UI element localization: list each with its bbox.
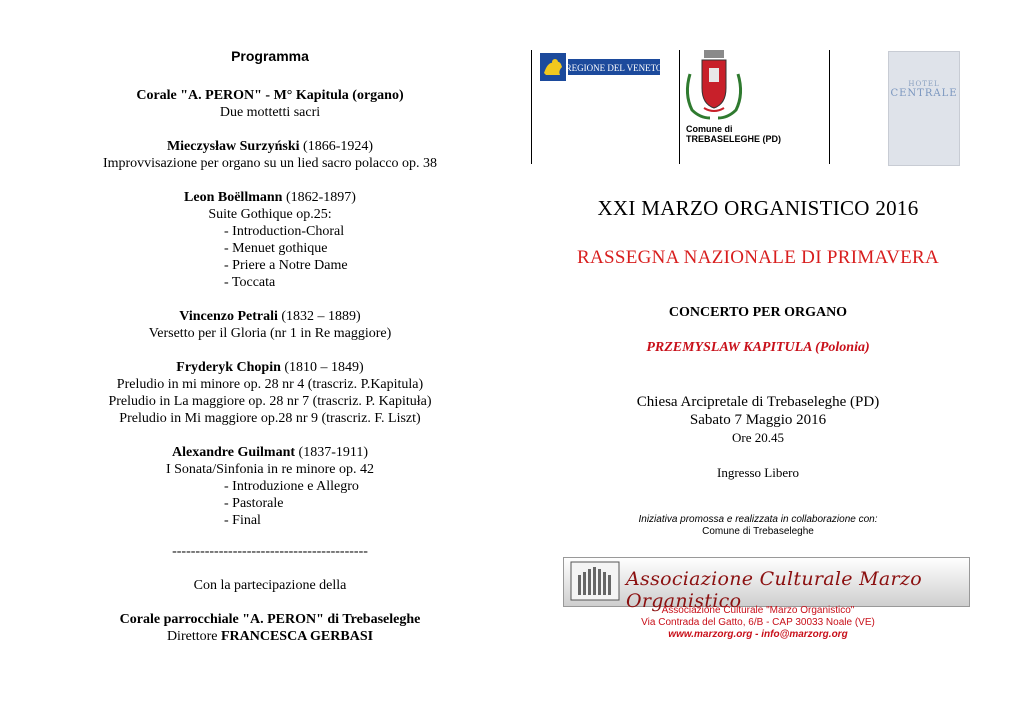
piece-line: Preludio in Mi maggiore op.28 nr 9 (trascriz. F. Liszt) [119, 411, 421, 426]
entry-info: Ingresso Libero [717, 465, 799, 480]
block-heading [60, 189, 480, 206]
composer-name: Leon Boëllmann [184, 190, 283, 205]
divider-line [829, 50, 830, 164]
organ-icon [570, 561, 620, 601]
block-heading [60, 308, 480, 325]
composer-name: Mieczysław Surzyński [166, 139, 300, 154]
concert-heading: CONCERTO PER ORGANO [668, 305, 848, 320]
venue-name: Chiesa Arcipretale di Trebaseleghe (PD) [636, 394, 880, 410]
spacer [60, 560, 480, 577]
venue-block [548, 393, 968, 429]
director-label: Direttore [166, 629, 221, 644]
association-script-title: Associazione Culturale Marzo Organistico [626, 568, 922, 612]
divider-line [531, 50, 532, 164]
movement-item: - Final [224, 513, 261, 528]
composer-dates: (1837-1911) [295, 445, 368, 460]
composer-name: Vincenzo Petrali [179, 309, 278, 324]
movement-item: - Priere a Notre Dame [224, 258, 348, 273]
movement-item: - Introduction-Choral [224, 224, 345, 239]
movement-item: - Introduzione e Allegro [224, 479, 359, 494]
initiative-block [548, 514, 968, 538]
event-subtitle: RASSEGNA NAZIONALE DI PRIMAVERA [576, 247, 940, 268]
choir-block [60, 611, 480, 645]
association-name: Associazione Culturale "Marzo Organistico" [661, 605, 855, 616]
piece-line: Preludio in La maggiore op. 28 nr 7 (trascriz. P. Kapituła) [108, 394, 432, 409]
piece-line: Preludio in mi minore op. 28 nr 4 (trascriz. P.Kapitula) [116, 377, 424, 392]
separator-dashes: ------------------------------------------ [172, 544, 368, 559]
composer-name: Corale "A. PERON" - M° Kapitula (organo) [136, 88, 404, 103]
association-contacts [548, 605, 968, 641]
program-block-6 [60, 444, 480, 529]
composer-dates: (1810 – 1849) [280, 360, 364, 375]
movement-item: - Menuet gothique [224, 241, 328, 256]
regione-veneto-logo [540, 53, 660, 81]
veneto-label: REGIONE DEL VENETO [565, 63, 660, 73]
block-heading [60, 138, 480, 155]
divider-line [679, 50, 680, 164]
comune-crest-logo [682, 48, 746, 122]
composer-dates: (1862-1897) [282, 190, 356, 205]
event-time: Ore 20.45 [732, 430, 784, 445]
comune-line-2: TREBASELEGHE (PD) [686, 134, 782, 144]
block-heading [60, 359, 480, 376]
composer-name: Alexandre Guilmant [172, 445, 296, 460]
participation-block [60, 577, 480, 594]
program-block-3 [60, 189, 480, 291]
lion-icon [540, 53, 660, 81]
block-heading [60, 87, 480, 104]
piece-line: Versetto per il Gloria (nr 1 in Re maggiore) [148, 326, 392, 341]
comune-line-1: Comune di [686, 124, 733, 134]
association-banner [563, 557, 970, 612]
piece-line: Due mottetti sacri [219, 105, 321, 120]
piece-line: Suite Gothique op.25: [208, 207, 332, 222]
hotel-centrale-logo [888, 51, 960, 166]
performer-name: PRZEMYSLAW KAPITULA (Polonia) [646, 340, 870, 355]
event-date: Sabato 7 Maggio 2016 [689, 412, 827, 428]
composer-dates: (1866-1924) [299, 139, 374, 154]
piece-line: I Sonata/Sinfonia in re minore op. 42 [165, 462, 375, 477]
hotel-line-2: CENTRALE [890, 88, 958, 99]
crest-icon [682, 48, 746, 122]
choir-name [60, 611, 480, 628]
hotel-line-1: HOTEL [908, 80, 940, 88]
program-title: Programma [231, 48, 309, 64]
comune-label [686, 124, 781, 144]
program-block-2 [60, 138, 480, 172]
event-title: XXI MARZO ORGANISTICO 2016 [597, 196, 919, 220]
director-line [60, 628, 480, 645]
association-web[interactable]: www.marzorg.org - info@marzorg.org [668, 629, 848, 640]
program-column [60, 48, 480, 662]
movement-item: - Toccata [224, 275, 276, 290]
choir-name-text: Corale parrocchiale "A. PERON" di Trebaseleghe [119, 612, 421, 627]
director-name: FRANCESCA GERBASI [220, 629, 374, 644]
piece-line: Improvvisazione per organo su un lied sacro polacco op. 38 [102, 156, 438, 171]
association-address: Via Contrada del Gatto, 6/B - CAP 30033 Noale (VE) [641, 617, 875, 628]
movement-item: - Pastorale [224, 496, 284, 511]
partner-text: Comune di Trebaseleghe [702, 526, 814, 537]
composer-dates: (1832 – 1889) [277, 309, 361, 324]
program-block-1 [60, 87, 480, 121]
program-block-5 [60, 359, 480, 427]
initiative-text: Iniziativa promossa e realizzata in collaborazione con: [638, 514, 878, 525]
program-block-4 [60, 308, 480, 342]
participation-text: Con la partecipazione della [193, 578, 347, 593]
composer-name: Fryderyk Chopin [176, 360, 281, 375]
block-heading [60, 444, 480, 461]
